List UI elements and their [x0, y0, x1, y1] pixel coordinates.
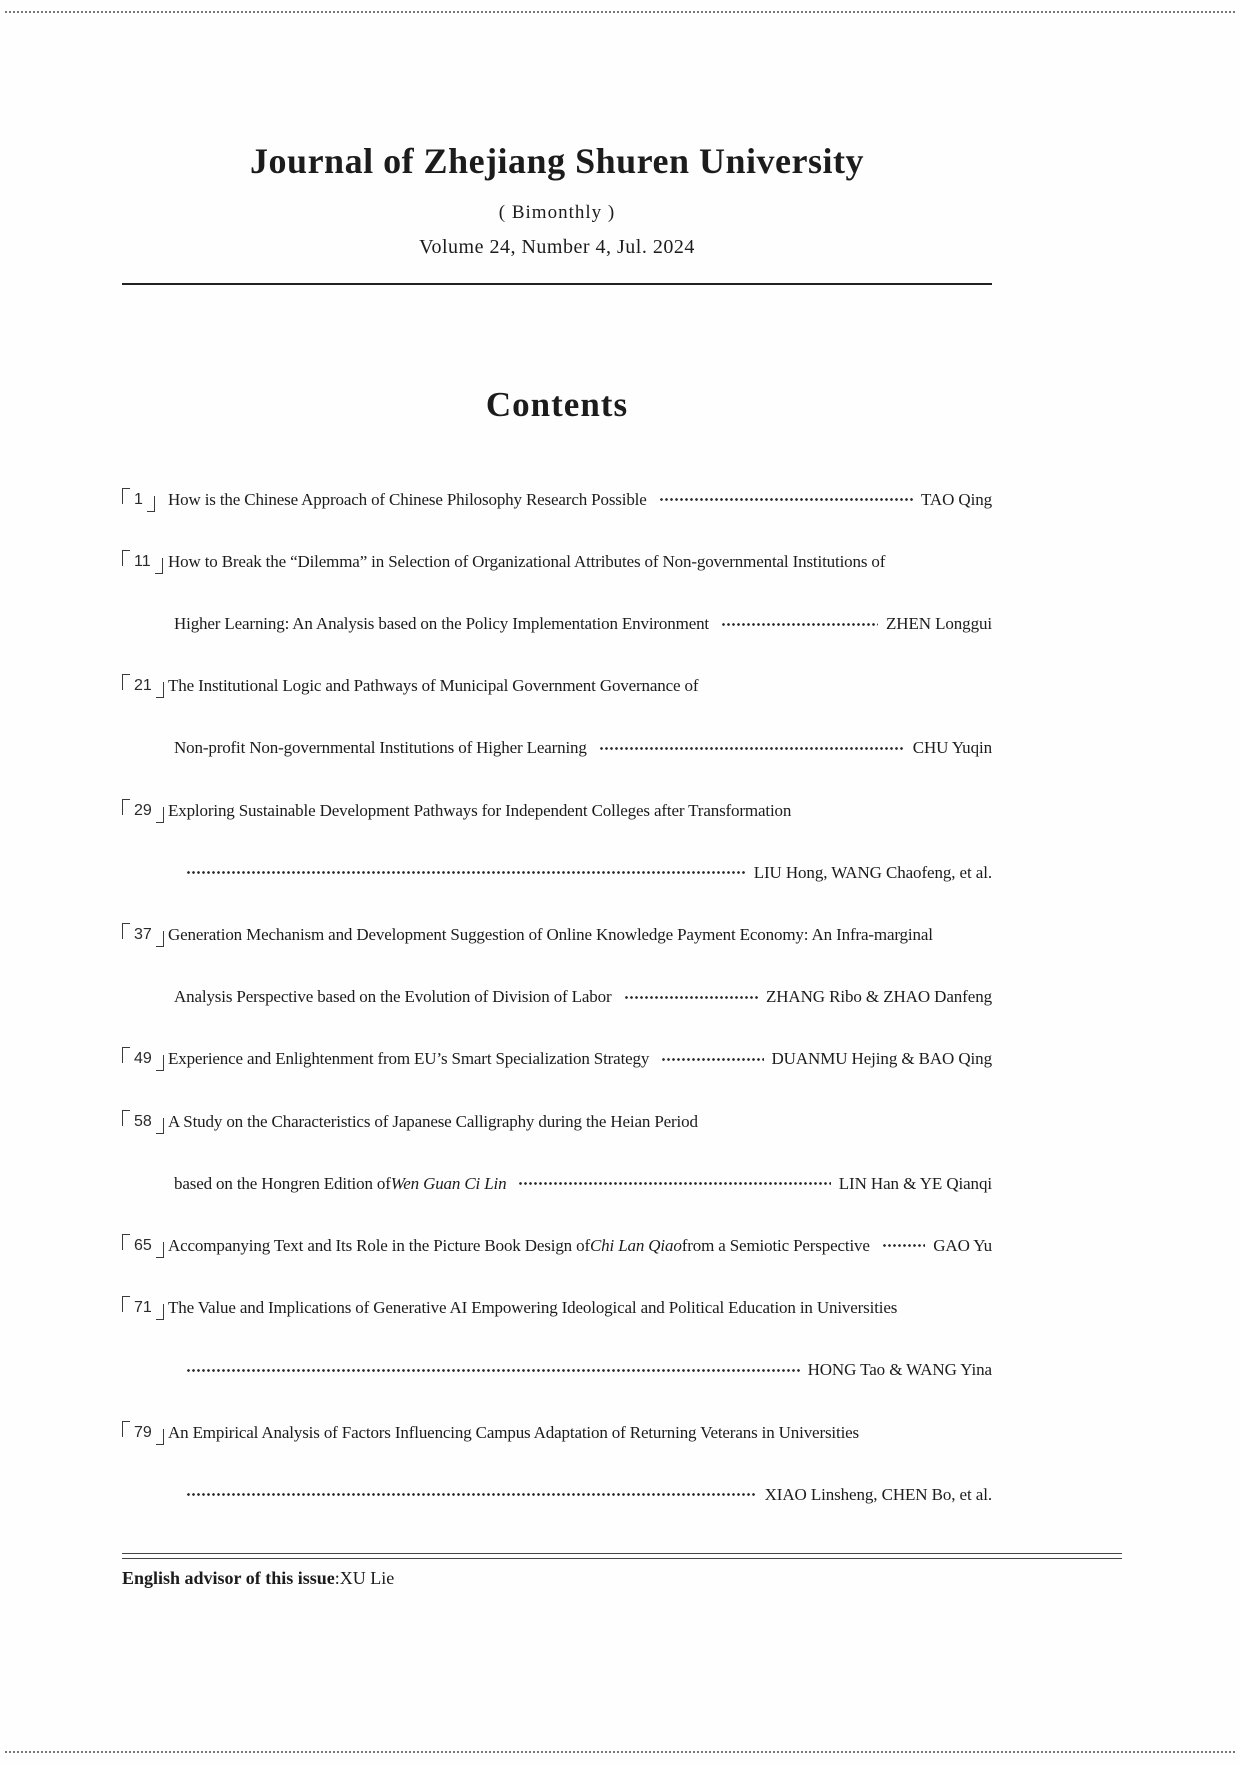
entry-title-post: from a Semiotic Perspective	[681, 1235, 870, 1255]
toc-entry-11	[122, 531, 992, 593]
bracket-left-icon	[122, 799, 130, 815]
bracket-left-icon	[122, 488, 130, 504]
dot-leader	[186, 1367, 800, 1374]
issue-line: Volume 24, Number 4, Jul. 2024	[419, 236, 695, 259]
dot-leader	[661, 1056, 763, 1063]
toc-entry-71	[122, 1277, 992, 1339]
english-advisor-name: XU Lie	[339, 1567, 395, 1588]
dot-leader	[882, 1242, 925, 1249]
bracket-left-icon	[122, 1047, 130, 1063]
bracket-left-icon	[122, 923, 130, 939]
entry-authors: LIN Han & YE Qianqi	[838, 1173, 992, 1193]
entry-page-number: 37	[122, 926, 168, 944]
entry-page-number: 11	[122, 553, 168, 571]
entry-title: Accompanying Text and Its Role in the Picture Book Design of	[168, 1235, 590, 1255]
entry-authors: GAO Yu	[933, 1235, 992, 1255]
bracket-left-icon	[122, 674, 130, 690]
footer	[122, 1553, 992, 1589]
english-advisor-line	[122, 1568, 992, 1589]
entry-title: Exploring Sustainable Development Pathways for Independent Colleges after Transformation	[168, 800, 792, 820]
toc-entry-58	[122, 1091, 992, 1153]
toc-entry-79-continued	[122, 1464, 992, 1526]
toc-entry-49	[122, 1028, 992, 1090]
masthead	[122, 0, 992, 285]
entry-title: The Value and Implications of Generative AI Empowering Ideological and Political Education in Universities	[168, 1298, 898, 1318]
entry-title-continued: Higher Learning: An Analysis based on the Policy Implementation Environment	[174, 614, 710, 634]
entry-authors: DUANMU Hejing & BAO Qing	[771, 1049, 992, 1069]
toc-entry-71-continued	[122, 1339, 992, 1401]
entry-title: A Study on the Characteristics of Japanese Calligraphy during the Heian Period	[168, 1111, 698, 1131]
entry-authors: ZHEN Longgui	[886, 614, 992, 634]
toc-entry-29	[122, 780, 992, 842]
toc-entry-37	[122, 904, 992, 966]
bracket-right-icon	[147, 496, 155, 512]
bracket-right-icon	[156, 1429, 164, 1445]
english-advisor-separator: :	[334, 1567, 340, 1588]
bracket-right-icon	[156, 1055, 164, 1071]
bracket-right-icon	[156, 1304, 164, 1320]
toc-entry-58-continued	[122, 1153, 992, 1215]
toc-entry-1	[122, 469, 992, 531]
bracket-right-icon	[156, 682, 164, 698]
entry-title: Experience and Enlightenment from EU’s Smart Specialization Strategy	[168, 1049, 650, 1069]
entry-page-number: 79	[122, 1424, 168, 1442]
toc-entry-11-continued	[122, 593, 992, 655]
dot-leader	[721, 621, 878, 628]
entry-page-number: 21	[122, 677, 168, 695]
entry-authors: LIU Hong, WANG Chaofeng, et al.	[753, 862, 992, 882]
dot-leader	[186, 1491, 757, 1498]
bracket-right-icon	[156, 807, 164, 823]
journal-title: Journal of Zhejiang Shuren University	[250, 141, 864, 181]
bracket-left-icon	[122, 1296, 130, 1312]
entry-title: The Institutional Logic and Pathways of Municipal Government Governance of	[168, 676, 699, 696]
book-title-italic: Chi Lan Qiao	[589, 1235, 682, 1255]
masthead-rule	[122, 283, 992, 285]
dot-leader	[659, 496, 913, 503]
entry-page-number: 49	[122, 1050, 168, 1068]
bracket-left-icon	[122, 550, 130, 566]
toc-entry-29-continued	[122, 842, 992, 904]
entry-page-number: 71	[122, 1299, 168, 1317]
bracket-right-icon	[155, 558, 163, 574]
entry-authors: XIAO Linsheng, CHEN Bo, et al.	[764, 1484, 992, 1504]
toc-entry-21-continued	[122, 717, 992, 779]
bracket-left-icon	[122, 1421, 130, 1437]
toc-entry-65	[122, 1215, 992, 1277]
entry-page-number: 58	[122, 1113, 168, 1131]
toc-entry-21	[122, 655, 992, 717]
entry-title-continued: Analysis Perspective based on the Evolution of Division of Labor	[174, 987, 612, 1007]
entry-authors: TAO Qing	[920, 489, 992, 509]
dot-leader	[599, 745, 905, 752]
entry-title-continued: Non-profit Non-governmental Institutions of Higher Learning	[174, 738, 587, 758]
dot-leader	[518, 1180, 830, 1187]
bracket-left-icon	[122, 1110, 130, 1126]
bracket-right-icon	[156, 1242, 164, 1258]
entry-page-number: 65	[122, 1237, 168, 1255]
entry-authors: ZHANG Ribo & ZHAO Danfeng	[765, 987, 992, 1007]
contents-heading: Contents	[485, 385, 629, 425]
entry-page-number: 29	[122, 802, 168, 820]
entry-title: An Empirical Analysis of Factors Influencing Campus Adaptation of Returning Veterans in Universities	[168, 1422, 860, 1442]
bracket-right-icon	[156, 931, 164, 947]
dot-leader	[186, 869, 746, 876]
entry-title: Generation Mechanism and Development Suggestion of Online Knowledge Payment Economy: An Infra-marginal	[168, 925, 933, 945]
english-advisor-label: English advisor of this issue	[122, 1567, 335, 1588]
content-column	[122, 0, 992, 1589]
entry-page-number: 1	[122, 491, 168, 509]
journal-subtitle: ( Bimonthly )	[498, 202, 616, 224]
book-title-italic: Wen Guan Ci Lin	[390, 1173, 507, 1193]
entry-title: How is the Chinese Approach of Chinese Philosophy Research Possible	[168, 489, 647, 509]
bracket-right-icon	[156, 1118, 164, 1134]
footer-double-rule	[122, 1553, 1122, 1559]
toc-entry-79	[122, 1401, 992, 1463]
entry-title: How to Break the “Dilemma” in Selection of Organizational Attributes of Non-governmental Institutions of	[168, 551, 886, 571]
toc-entry-37-continued	[122, 966, 992, 1028]
entry-authors: HONG Tao & WANG Yina	[807, 1360, 992, 1380]
entry-title-continued: based on the Hongren Edition of	[174, 1173, 391, 1193]
bracket-left-icon	[122, 1234, 130, 1250]
entry-authors: CHU Yuqin	[912, 738, 992, 758]
page-border-bottom	[5, 1751, 1235, 1753]
table-of-contents	[122, 469, 992, 1526]
dot-leader	[624, 994, 758, 1001]
